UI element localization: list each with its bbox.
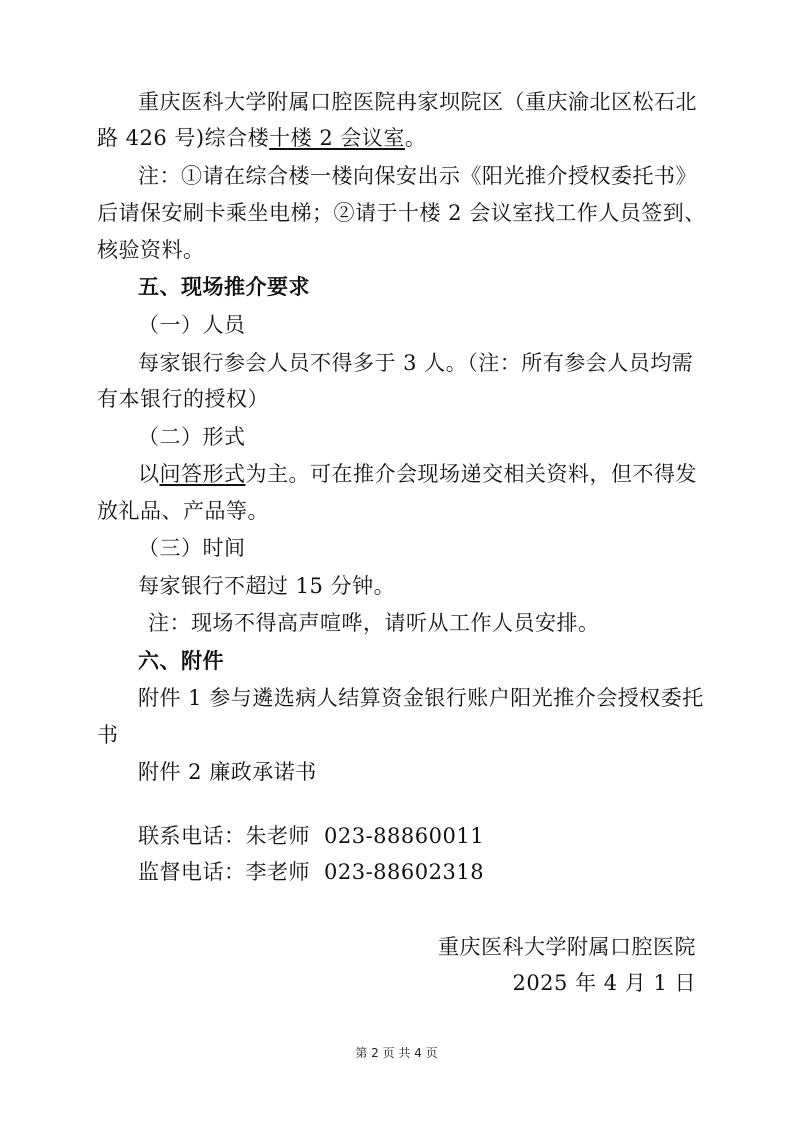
section5-note: 注：现场不得高声喧哗，请听从工作人员安排。 bbox=[148, 611, 600, 635]
contact-line bbox=[138, 822, 738, 850]
section5-sub1-heading: （一）人员 bbox=[138, 313, 246, 337]
supervise-label: 监督电话：李老师 bbox=[138, 860, 310, 884]
supervise-phone: 023-88602318 bbox=[324, 860, 485, 884]
sub2-format: 问答形式 bbox=[159, 462, 246, 486]
note1-line-2: 后请保安刷卡乘坐电梯；②请于十楼 2 会议室找工作人员签到、 bbox=[97, 201, 706, 225]
sub2-prefix: 以 bbox=[138, 462, 160, 486]
section5-sub2-line-2: 放礼品、产品等。 bbox=[97, 499, 269, 523]
signature-org: 重庆医科大学附属口腔医院 bbox=[438, 935, 696, 959]
section6-heading: 六、附件 bbox=[138, 649, 224, 673]
section5-sub3-heading: （三）时间 bbox=[138, 536, 246, 560]
contact-phone: 023-88860011 bbox=[324, 824, 485, 848]
venue-room: 十楼 2 会议室 bbox=[269, 126, 405, 150]
note1-line-1: 注：①请在综合楼一楼向保安出示《阳光推介授权委托书》 bbox=[138, 164, 697, 188]
sub2-rest: 为主。可在推介会现场递交相关资料，但不得发 bbox=[245, 462, 697, 486]
section5-sub3-line-1: 每家银行不超过 15 分钟。 bbox=[138, 574, 396, 598]
section5-sub1-line-1: 每家银行参会人员不得多于 3 人。（注：所有参会人员均需 bbox=[138, 351, 694, 375]
contact-label: 联系电话：朱老师 bbox=[138, 824, 310, 848]
supervise-line bbox=[138, 858, 738, 886]
note1-line-3: 核验资料。 bbox=[97, 238, 205, 262]
venue-line-1: 重庆医科大学附属口腔医院冉家坝院区（重庆渝北区松石北 bbox=[138, 90, 697, 114]
page-footer: 第 2 页 共 4 页 bbox=[355, 1046, 438, 1060]
venue-address-end: 路 426 号)综合楼 bbox=[97, 126, 270, 150]
attachment-2: 附件 2 廉政承诺书 bbox=[138, 760, 317, 784]
signature-date: 2025 年 4 月 1 日 bbox=[512, 971, 696, 995]
section5-sub2-heading: （二）形式 bbox=[138, 425, 246, 449]
section5-sub2-line-1 bbox=[138, 460, 738, 488]
attachment-1-line-2: 书 bbox=[97, 723, 119, 747]
attachment-1-line-1: 附件 1 参与遴选病人结算资金银行账户阳光推介会授权委托 bbox=[138, 686, 704, 710]
section5-heading: 五、现场推介要求 bbox=[138, 275, 310, 299]
venue-period: 。 bbox=[404, 126, 427, 150]
section5-sub1-line-2: 有本银行的授权） bbox=[97, 387, 269, 411]
venue-line-2 bbox=[97, 124, 697, 152]
